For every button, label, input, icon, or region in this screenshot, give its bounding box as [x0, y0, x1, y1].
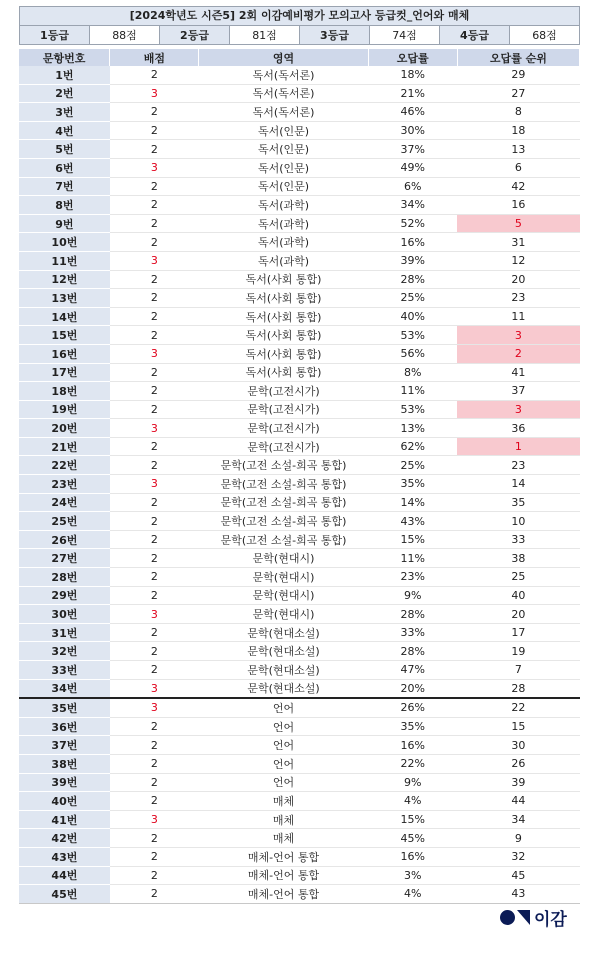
wrong-rank-cell: 13 [457, 140, 579, 159]
area-cell: 문학(고전시가) [199, 400, 368, 419]
points-cell: 2 [110, 866, 199, 885]
question-number-cell: 24번 [19, 493, 110, 512]
igam-logo [500, 905, 567, 929]
area-cell: 언어 [199, 736, 368, 755]
wrong-rank-cell: 38 [457, 549, 579, 568]
points-cell: 2 [110, 829, 199, 848]
wrong-rank-cell: 11 [457, 307, 579, 326]
wrong-rate-cell: 45% [368, 829, 457, 848]
wrong-rate-cell: 15% [368, 810, 457, 829]
area-cell: 매체 [199, 792, 368, 811]
area-cell: 문학(현대소설) [199, 642, 368, 661]
wrong-rate-cell: 11% [368, 549, 457, 568]
table-row [19, 885, 580, 904]
table-row [19, 717, 580, 736]
question-number-cell: 14번 [19, 307, 110, 326]
area-cell: 문학(고전시가) [199, 437, 368, 456]
table-row [19, 363, 580, 382]
logo-triangle-icon [517, 910, 530, 925]
wrong-rank-cell: 35 [457, 493, 579, 512]
wrong-rank-cell: 44 [457, 792, 579, 811]
header-wrong-rate: 오답률 [368, 49, 457, 66]
wrong-rate-cell: 40% [368, 307, 457, 326]
points-cell: 3 [110, 605, 199, 624]
header-area: 영역 [199, 49, 368, 66]
table-body [19, 66, 580, 903]
wrong-rank-cell: 27 [457, 84, 579, 103]
question-number-cell: 33번 [19, 661, 110, 680]
wrong-rank-cell: 14 [457, 475, 579, 494]
area-cell: 매체-언어 통합 [199, 866, 368, 885]
question-number-cell: 18번 [19, 382, 110, 401]
wrong-rank-cell: 3 [457, 326, 579, 345]
wrong-rate-cell: 11% [368, 382, 457, 401]
question-number-cell: 15번 [19, 326, 110, 345]
question-number-cell: 19번 [19, 400, 110, 419]
grade-2-label: 2등급 [160, 26, 230, 45]
wrong-rank-cell: 28 [457, 679, 579, 698]
logo-circle-icon [500, 910, 515, 925]
wrong-rate-cell: 35% [368, 475, 457, 494]
question-number-cell: 30번 [19, 605, 110, 624]
table-row [19, 233, 580, 252]
wrong-rate-cell: 9% [368, 586, 457, 605]
wrong-rate-cell: 22% [368, 754, 457, 773]
area-cell: 독서(사회 통합) [199, 307, 368, 326]
grade-cut-sheet [19, 6, 580, 904]
table-row [19, 866, 580, 885]
wrong-rate-cell: 25% [368, 289, 457, 308]
wrong-rate-cell: 16% [368, 847, 457, 866]
wrong-rate-cell: 14% [368, 493, 457, 512]
table-row [19, 289, 580, 308]
table-header-row [19, 49, 580, 66]
question-number-cell: 37번 [19, 736, 110, 755]
area-cell: 언어 [199, 698, 368, 717]
points-cell: 2 [110, 233, 199, 252]
wrong-rate-cell: 53% [368, 400, 457, 419]
area-cell: 독서(인문) [199, 121, 368, 140]
points-cell: 2 [110, 847, 199, 866]
question-number-cell: 11번 [19, 251, 110, 270]
area-cell: 독서(사회 통합) [199, 270, 368, 289]
question-number-cell: 42번 [19, 829, 110, 848]
wrong-rate-cell: 16% [368, 736, 457, 755]
table-row [19, 456, 580, 475]
points-cell: 2 [110, 382, 199, 401]
wrong-rank-cell: 1 [457, 437, 579, 456]
question-number-cell: 44번 [19, 866, 110, 885]
table-row [19, 792, 580, 811]
wrong-rate-cell: 49% [368, 158, 457, 177]
points-cell: 2 [110, 177, 199, 196]
question-number-cell: 22번 [19, 456, 110, 475]
points-cell: 2 [110, 736, 199, 755]
wrong-rank-cell: 33 [457, 530, 579, 549]
area-cell: 독서(독서론) [199, 103, 368, 122]
area-cell: 언어 [199, 717, 368, 736]
table-row [19, 736, 580, 755]
wrong-rate-cell: 35% [368, 717, 457, 736]
item-analysis-table [19, 49, 580, 904]
points-cell: 3 [110, 475, 199, 494]
wrong-rate-cell: 56% [368, 344, 457, 363]
question-number-cell: 2번 [19, 84, 110, 103]
wrong-rank-cell: 18 [457, 121, 579, 140]
points-cell: 2 [110, 270, 199, 289]
points-cell: 2 [110, 437, 199, 456]
wrong-rank-cell: 23 [457, 456, 579, 475]
area-cell: 독서(과학) [199, 196, 368, 215]
points-cell: 2 [110, 885, 199, 904]
area-cell: 문학(현대소설) [199, 623, 368, 642]
points-cell: 3 [110, 419, 199, 438]
table-row [19, 661, 580, 680]
wrong-rate-cell: 43% [368, 512, 457, 531]
area-cell: 매체-언어 통합 [199, 885, 368, 904]
points-cell: 2 [110, 792, 199, 811]
table-row [19, 549, 580, 568]
question-number-cell: 12번 [19, 270, 110, 289]
area-cell: 문학(고전시가) [199, 419, 368, 438]
grade-1-label: 1등급 [20, 26, 90, 45]
question-number-cell: 6번 [19, 158, 110, 177]
table-row [19, 568, 580, 587]
wrong-rate-cell: 9% [368, 773, 457, 792]
question-number-cell: 21번 [19, 437, 110, 456]
table-row [19, 642, 580, 661]
area-cell: 문학(고전시가) [199, 382, 368, 401]
wrong-rank-cell: 10 [457, 512, 579, 531]
wrong-rank-cell: 7 [457, 661, 579, 680]
grade-3-score: 74점 [370, 26, 440, 45]
wrong-rate-cell: 46% [368, 103, 457, 122]
points-cell: 2 [110, 121, 199, 140]
question-number-cell: 26번 [19, 530, 110, 549]
wrong-rate-cell: 28% [368, 270, 457, 289]
wrong-rank-cell: 39 [457, 773, 579, 792]
question-number-cell: 27번 [19, 549, 110, 568]
points-cell: 3 [110, 84, 199, 103]
points-cell: 2 [110, 103, 199, 122]
points-cell: 2 [110, 549, 199, 568]
question-number-cell: 36번 [19, 717, 110, 736]
wrong-rate-cell: 16% [368, 233, 457, 252]
area-cell: 매체 [199, 829, 368, 848]
wrong-rank-cell: 32 [457, 847, 579, 866]
question-number-cell: 34번 [19, 679, 110, 698]
wrong-rate-cell: 20% [368, 679, 457, 698]
points-cell: 2 [110, 66, 199, 84]
wrong-rank-cell: 12 [457, 251, 579, 270]
points-cell: 2 [110, 140, 199, 159]
wrong-rank-cell: 2 [457, 344, 579, 363]
area-cell: 독서(독서론) [199, 66, 368, 84]
area-cell: 문학(현대소설) [199, 679, 368, 698]
area-cell: 문학(현대시) [199, 549, 368, 568]
wrong-rank-cell: 36 [457, 419, 579, 438]
table-row [19, 493, 580, 512]
wrong-rate-cell: 23% [368, 568, 457, 587]
wrong-rank-cell: 20 [457, 605, 579, 624]
question-number-cell: 10번 [19, 233, 110, 252]
wrong-rate-cell: 33% [368, 623, 457, 642]
wrong-rate-cell: 4% [368, 885, 457, 904]
area-cell: 문학(현대시) [199, 586, 368, 605]
question-number-cell: 25번 [19, 512, 110, 531]
area-cell: 매체 [199, 810, 368, 829]
wrong-rank-cell: 22 [457, 698, 579, 717]
question-number-cell: 43번 [19, 847, 110, 866]
points-cell: 3 [110, 698, 199, 717]
points-cell: 2 [110, 586, 199, 605]
wrong-rate-cell: 6% [368, 177, 457, 196]
area-cell: 문학(고전 소설-희곡 통합) [199, 512, 368, 531]
area-cell: 문학(현대시) [199, 605, 368, 624]
table-row [19, 437, 580, 456]
table-row [19, 326, 580, 345]
area-cell: 문학(고전 소설-희곡 통합) [199, 493, 368, 512]
area-cell: 독서(과학) [199, 251, 368, 270]
wrong-rank-cell: 5 [457, 214, 579, 233]
points-cell: 2 [110, 307, 199, 326]
wrong-rank-cell: 16 [457, 196, 579, 215]
wrong-rank-cell: 9 [457, 829, 579, 848]
table-row [19, 419, 580, 438]
table-row [19, 512, 580, 531]
points-cell: 2 [110, 623, 199, 642]
points-cell: 2 [110, 642, 199, 661]
table-row [19, 84, 580, 103]
wrong-rate-cell: 25% [368, 456, 457, 475]
question-number-cell: 35번 [19, 698, 110, 717]
table-row [19, 158, 580, 177]
wrong-rank-cell: 15 [457, 717, 579, 736]
question-number-cell: 39번 [19, 773, 110, 792]
wrong-rank-cell: 25 [457, 568, 579, 587]
wrong-rate-cell: 37% [368, 140, 457, 159]
wrong-rank-cell: 6 [457, 158, 579, 177]
question-number-cell: 23번 [19, 475, 110, 494]
wrong-rate-cell: 13% [368, 419, 457, 438]
area-cell: 독서(과학) [199, 214, 368, 233]
question-number-cell: 41번 [19, 810, 110, 829]
question-number-cell: 17번 [19, 363, 110, 382]
table-row [19, 400, 580, 419]
area-cell: 문학(고전 소설-희곡 통합) [199, 475, 368, 494]
sheet-title: [2024학년도 시즌5] 2회 이감예비평가 모의고사 등급컷_언어와 매체 [19, 6, 580, 25]
table-row [19, 754, 580, 773]
wrong-rate-cell: 18% [368, 66, 457, 84]
area-cell: 독서(인문) [199, 158, 368, 177]
wrong-rank-cell: 3 [457, 400, 579, 419]
table-row [19, 382, 580, 401]
wrong-rank-cell: 17 [457, 623, 579, 642]
table-row [19, 829, 580, 848]
wrong-rank-cell: 8 [457, 103, 579, 122]
table-row [19, 344, 580, 363]
grade-2-score: 81점 [230, 26, 300, 45]
area-cell: 독서(사회 통합) [199, 326, 368, 345]
area-cell: 문학(현대시) [199, 568, 368, 587]
table-row [19, 177, 580, 196]
wrong-rate-cell: 53% [368, 326, 457, 345]
points-cell: 2 [110, 289, 199, 308]
area-cell: 언어 [199, 754, 368, 773]
points-cell: 2 [110, 196, 199, 215]
wrong-rate-cell: 52% [368, 214, 457, 233]
question-number-cell: 38번 [19, 754, 110, 773]
area-cell: 문학(고전 소설-희곡 통합) [199, 530, 368, 549]
question-number-cell: 31번 [19, 623, 110, 642]
question-number-cell: 45번 [19, 885, 110, 904]
question-number-cell: 16번 [19, 344, 110, 363]
wrong-rank-cell: 34 [457, 810, 579, 829]
wrong-rate-cell: 15% [368, 530, 457, 549]
area-cell: 매체-언어 통합 [199, 847, 368, 866]
table-row [19, 270, 580, 289]
wrong-rate-cell: 4% [368, 792, 457, 811]
area-cell: 언어 [199, 773, 368, 792]
area-cell: 독서(사회 통합) [199, 289, 368, 308]
table-row [19, 698, 580, 717]
table-row [19, 307, 580, 326]
wrong-rate-cell: 28% [368, 642, 457, 661]
points-cell: 2 [110, 773, 199, 792]
question-number-cell: 4번 [19, 121, 110, 140]
points-cell: 3 [110, 810, 199, 829]
points-cell: 3 [110, 679, 199, 698]
question-number-cell: 13번 [19, 289, 110, 308]
question-number-cell: 7번 [19, 177, 110, 196]
area-cell: 독서(독서론) [199, 84, 368, 103]
points-cell: 2 [110, 493, 199, 512]
wrong-rate-cell: 62% [368, 437, 457, 456]
table-row [19, 121, 580, 140]
table-row [19, 605, 580, 624]
table-row [19, 623, 580, 642]
question-number-cell: 8번 [19, 196, 110, 215]
question-number-cell: 5번 [19, 140, 110, 159]
area-cell: 문학(고전 소설-희곡 통합) [199, 456, 368, 475]
question-number-cell: 1번 [19, 66, 110, 84]
wrong-rank-cell: 43 [457, 885, 579, 904]
wrong-rate-cell: 8% [368, 363, 457, 382]
points-cell: 2 [110, 530, 199, 549]
table-row [19, 773, 580, 792]
wrong-rate-cell: 28% [368, 605, 457, 624]
wrong-rank-cell: 45 [457, 866, 579, 885]
question-number-cell: 40번 [19, 792, 110, 811]
wrong-rate-cell: 34% [368, 196, 457, 215]
points-cell: 2 [110, 363, 199, 382]
wrong-rank-cell: 29 [457, 66, 579, 84]
area-cell: 독서(사회 통합) [199, 344, 368, 363]
table-row [19, 586, 580, 605]
table-row [19, 251, 580, 270]
table-row [19, 679, 580, 698]
table-row [19, 66, 580, 84]
wrong-rank-cell: 23 [457, 289, 579, 308]
grade-4-label: 4등급 [440, 26, 510, 45]
question-number-cell: 29번 [19, 586, 110, 605]
points-cell: 2 [110, 326, 199, 345]
area-cell: 문학(현대소설) [199, 661, 368, 680]
points-cell: 2 [110, 456, 199, 475]
points-cell: 2 [110, 717, 199, 736]
area-cell: 독서(과학) [199, 233, 368, 252]
wrong-rank-cell: 20 [457, 270, 579, 289]
points-cell: 2 [110, 214, 199, 233]
area-cell: 독서(인문) [199, 177, 368, 196]
points-cell: 3 [110, 158, 199, 177]
points-cell: 2 [110, 661, 199, 680]
table-row [19, 214, 580, 233]
header-question-number: 문항번호 [19, 49, 110, 66]
wrong-rank-cell: 37 [457, 382, 579, 401]
area-cell: 독서(인문) [199, 140, 368, 159]
grade-cut-table [19, 25, 580, 45]
question-number-cell: 20번 [19, 419, 110, 438]
wrong-rank-cell: 41 [457, 363, 579, 382]
question-number-cell: 32번 [19, 642, 110, 661]
points-cell: 2 [110, 754, 199, 773]
logo-text: 이감 [534, 909, 567, 930]
area-cell: 독서(사회 통합) [199, 363, 368, 382]
wrong-rate-cell: 39% [368, 251, 457, 270]
points-cell: 3 [110, 344, 199, 363]
question-number-cell: 28번 [19, 568, 110, 587]
question-number-cell: 3번 [19, 103, 110, 122]
table-row [19, 847, 580, 866]
table-row [19, 475, 580, 494]
wrong-rate-cell: 21% [368, 84, 457, 103]
table-row [19, 810, 580, 829]
wrong-rank-cell: 30 [457, 736, 579, 755]
wrong-rank-cell: 19 [457, 642, 579, 661]
points-cell: 2 [110, 568, 199, 587]
question-number-cell: 9번 [19, 214, 110, 233]
wrong-rate-cell: 26% [368, 698, 457, 717]
grade-1-score: 88점 [90, 26, 160, 45]
wrong-rate-cell: 47% [368, 661, 457, 680]
grade-3-label: 3등급 [300, 26, 370, 45]
points-cell: 2 [110, 400, 199, 419]
wrong-rank-cell: 26 [457, 754, 579, 773]
grade-4-score: 68점 [510, 26, 580, 45]
wrong-rate-cell: 30% [368, 121, 457, 140]
header-points: 배점 [110, 49, 199, 66]
table-row [19, 140, 580, 159]
table-row [19, 530, 580, 549]
wrong-rank-cell: 40 [457, 586, 579, 605]
table-row [19, 196, 580, 215]
header-wrong-rank: 오답률 순위 [457, 49, 579, 66]
table-row [19, 103, 580, 122]
wrong-rank-cell: 31 [457, 233, 579, 252]
points-cell: 3 [110, 251, 199, 270]
wrong-rank-cell: 42 [457, 177, 579, 196]
points-cell: 2 [110, 512, 199, 531]
wrong-rate-cell: 3% [368, 866, 457, 885]
